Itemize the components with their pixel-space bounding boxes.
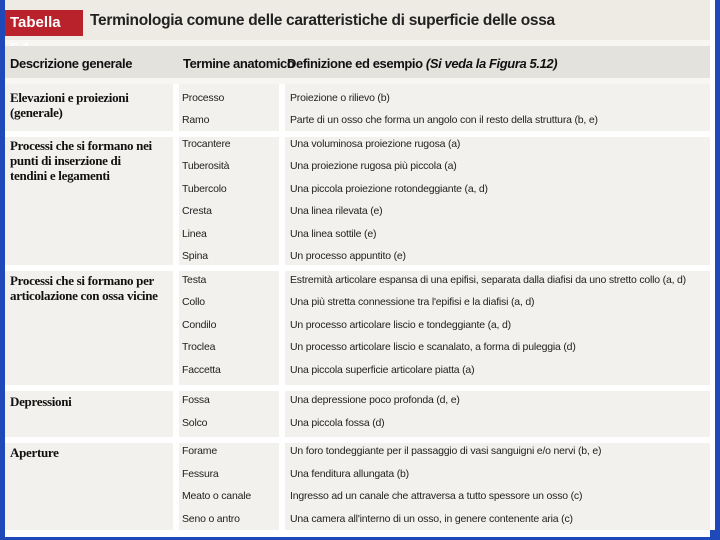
header-definition: Definizione ed esempio (Si veda la Figura 5.12) [287, 56, 558, 71]
group-description: Elevazioni e proiezioni (generale) [10, 90, 129, 120]
anatomical-term: Cresta [182, 205, 212, 217]
table-title: Terminologia comune delle caratteristiche di superficie delle ossa [90, 12, 555, 29]
group-description: Processi che si formano per articolazione con ossa vicine [10, 273, 158, 303]
group-divider [5, 385, 710, 391]
group-description: Processi che si formano nei punti di inserzione di tendini e legamenti [10, 138, 152, 183]
anatomical-term: Collo [182, 296, 205, 308]
term-definition: Una piccola superficie articolare piatta (a) [290, 364, 475, 376]
anatomical-term: Tuberosità [182, 160, 230, 172]
anatomical-term: Faccetta [182, 364, 221, 376]
table-card [5, 0, 710, 530]
anatomical-term: Trocantere [182, 138, 231, 150]
term-definition: Un processo articolare liscio e scanalato, a forma di puleggia (d) [290, 341, 576, 353]
table-number-badge: Tabella [5, 10, 83, 36]
term-definition: Una linea sottile (e) [290, 228, 377, 240]
group-divider [5, 131, 710, 137]
group-description: Depressioni [10, 394, 72, 409]
group-divider [5, 437, 710, 443]
term-definition: Estremità articolare espansa di una epifisi, separata dalla diafisi da uno stretto collo (a, d) [290, 274, 686, 286]
term-definition: Una più stretta connessione tra l'epifisi e la diafisi (a, d) [290, 296, 535, 308]
anatomical-term: Spina [182, 250, 208, 262]
column-divider [173, 84, 179, 530]
term-definition: Proiezione o rilievo (b) [290, 92, 390, 104]
anatomical-term: Processo [182, 92, 225, 104]
term-definition: Una piccola proiezione rotondeggiante (a, d) [290, 183, 488, 195]
anatomical-term: Linea [182, 228, 207, 240]
header-description: Descrizione generale [10, 56, 133, 71]
term-definition: Un processo appuntito (e) [290, 250, 406, 262]
header-anatomical-term: Termine anatomico [183, 56, 295, 71]
group-description: Aperture [10, 445, 59, 460]
anatomical-term: Fessura [182, 468, 219, 480]
term-definition: Una proiezione rugosa più piccola (a) [290, 160, 457, 172]
anatomical-term: Forame [182, 445, 217, 457]
anatomical-term: Meato o canale [182, 490, 251, 502]
anatomical-term: Solco [182, 417, 208, 429]
anatomical-term: Troclea [182, 341, 216, 353]
term-definition: Una linea rilevata (e) [290, 205, 383, 217]
anatomical-term: Condilo [182, 319, 217, 331]
right-margin [710, 0, 715, 530]
column-divider [279, 84, 285, 530]
term-definition: Una fenditura allungata (b) [290, 468, 409, 480]
anatomical-term: Ramo [182, 114, 210, 126]
group-divider [5, 265, 710, 271]
term-definition: Parte di un osso che forma un angolo con il resto della struttura (b, e) [290, 114, 598, 126]
anatomical-term: Seno o antro [182, 513, 240, 525]
anatomical-term: Tubercolo [182, 183, 227, 195]
anatomical-term: Testa [182, 274, 207, 286]
term-definition: Una camera all'interno di un osso, in genere contenente aria (c) [290, 513, 573, 525]
anatomical-term: Fossa [182, 394, 210, 406]
term-definition: Un processo articolare liscio e tondeggiante (a, d) [290, 319, 511, 331]
term-definition: Un foro tondeggiante per il passaggio di vasi sanguigni e/o nervi (b, e) [290, 445, 602, 457]
term-definition: Una piccola fossa (d) [290, 417, 385, 429]
term-definition: Una depressione poco profonda (d, e) [290, 394, 460, 406]
title-bar [5, 0, 710, 40]
term-definition: Ingresso ad un canale che attraversa a tutto spessore un osso (c) [290, 490, 583, 502]
figure-reference: (Si veda la Figura 5.12) [425, 56, 558, 71]
term-definition: Una voluminosa proiezione rugosa (a) [290, 138, 461, 150]
